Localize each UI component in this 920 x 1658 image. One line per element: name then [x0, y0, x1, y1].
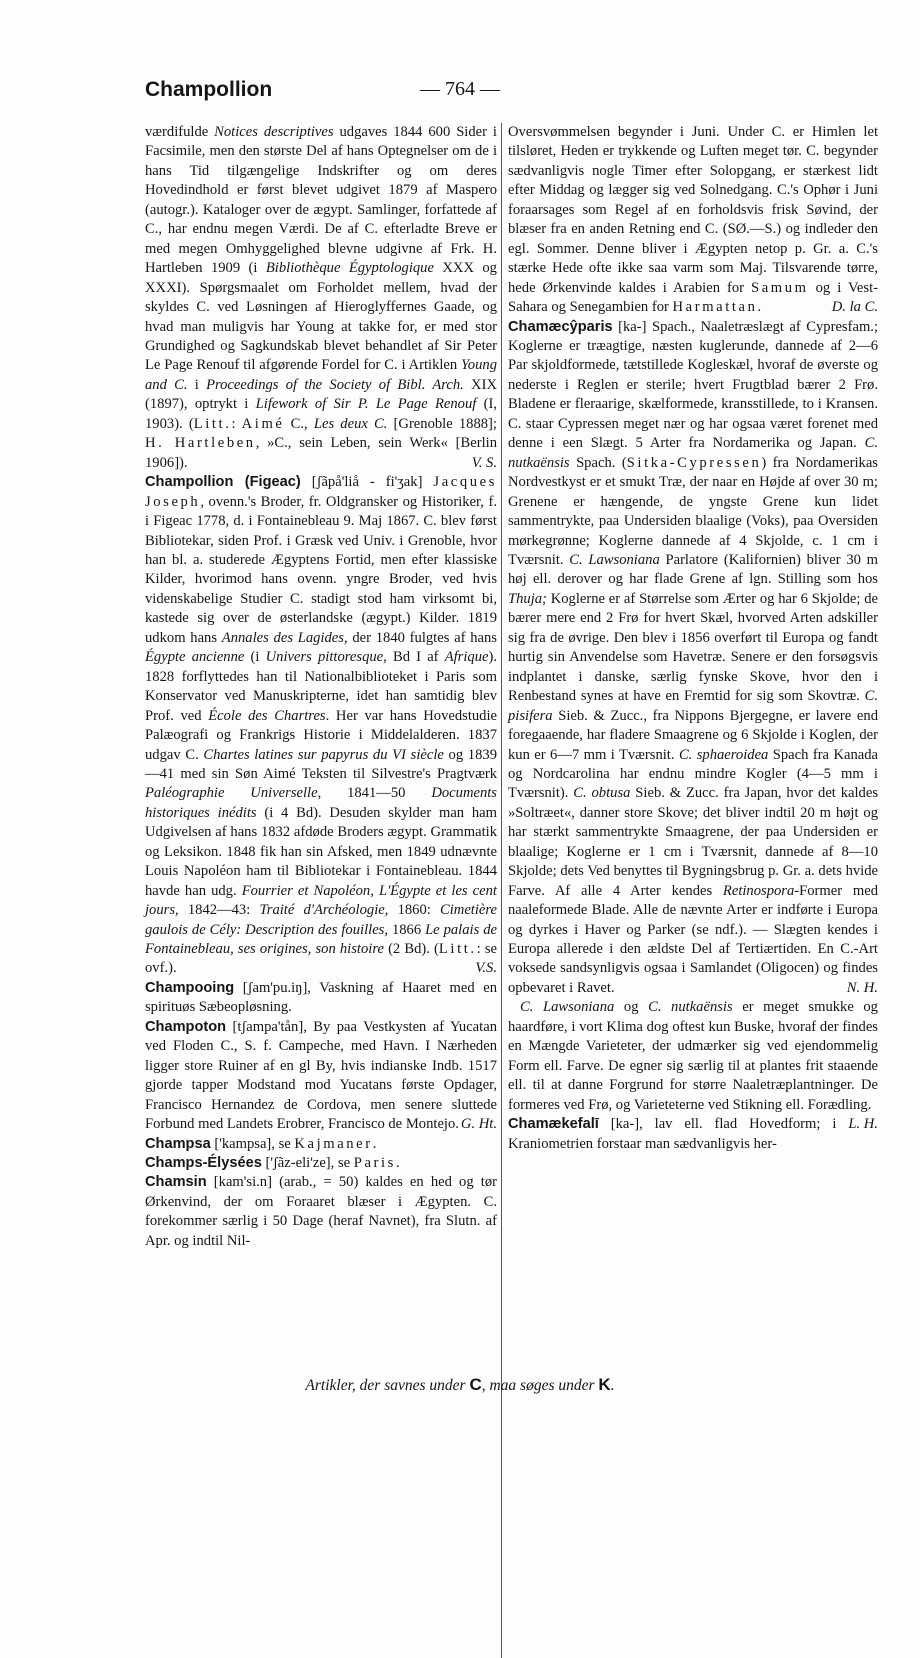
cross-reference: Paris	[353, 1155, 396, 1172]
entry-chamsin-continued: Oversvømmelsen begynder i Juni. Under C. er Himlen let tilsløret, Heden er trykkende og Luften meget tør. C. begynder sædvanligvis nogle Timer efter Solopgang, er stærkest lidt efter Middag og lægger sig ved Solnedgang. C.'s Ophør i Juni foraarsages som Regel af en forholdsvis frisk Søvind, der blæser fra en anden Retning end C. (SØ.—S.) og indleder den egl. Sommer. Denne bliver i Ægypten netop p. Gr. a. C.'s stærke Hede ofte ikke saa varm som Maj. Tilsvarende tørre, hede Ørkenvinde kaldes i Arabien for Samum og i Vest-Sahara og Senegambien for Harmattan. D. la C.	[508, 123, 878, 318]
author-signature: V.S.	[475, 960, 497, 977]
entry-champoton: Champoton [tʃampa'tån], By paa Vestkysten af Yucatan ved Floden C., S. f. Campeche, med Havn. I Nærheden ligger store Ruiner af en gl By, hvis indianske Indb. 1517 gjorde tapper Modstand mod Yucatans første Opdager, Francisco Hernandez de Cordova, men senere sluttede Forbund med Landets Erobrer, Francisco de Montejo. G. Ht.	[145, 1018, 497, 1135]
entry-chamaecyparis-cultivation: C. Lawsoniana og C. nutkaënsis er meget smukke og haardføre, i vort Klima dog oftest kun Buske, hvoraf der findes en Mængde Varieteter, der udmærker sig ved ejendommelig Form ell. Farve. De egner sig særlig til at plantes frit staaende ell. til at danne Forgrund for større Naaletræplantninger. De formeres ved Frø, og Varieteterne ved Stikning ell. Forædling. L. H.	[508, 998, 878, 1115]
author-signature: D. la C.	[831, 299, 878, 316]
author-signature: V. S.	[471, 454, 497, 471]
entry-champooing: Champooing [ʃam'pu.iŋ], Vaskning af Haaret med en spirituøs Sæbeopløsning.	[145, 979, 497, 1016]
cross-reference: Kajmaner	[294, 1135, 373, 1152]
left-column	[145, 123, 497, 1251]
entry-headword: Chamækefalī	[508, 1116, 599, 1133]
author-signature: L. H.	[848, 1116, 878, 1133]
page-footer-note: Artikler, der savnes under C, maa søges under K.	[305, 1375, 615, 1394]
column-divider	[501, 123, 502, 1658]
entry-chamaekefali: Chamækefalī [ka-], lav ell. flad Hovedform; i Kraniometrien forstaar man sædvanligvis her-	[508, 1116, 837, 1152]
right-column	[508, 123, 878, 1154]
entry-champs-elysees: Champs-Élysées ['ʃãz-eli'ze], se Paris.	[145, 1155, 400, 1172]
entry-headword: Champooing	[145, 979, 235, 996]
entry-champsa: Champsa ['kampsa], se Kajmaner.	[145, 1135, 377, 1152]
entry-champollion-figeac: Champollion (Figeac) [ʃãpå'liå - fi'ʒak] Jacques Joseph, ovenn.'s Broder, fr. Oldgransker og Historiker, f. i Figeac 1778, d. i Fontainebleau 9. Maj 1867. C. blev først Bibliotekar, siden Prof. i Græsk ved Univ. i Grenoble, hvor han bl. a. studerede Ægyptens Fortid, men efter klassiske Kilder, hvorimod hans ovenn. yngre Broder, ved hvis videnskabelige Studier C. stadigt stod ham virksomt bi, kastede sig over de østerlandske (ægypt.) Kilder. 1819 udkom hans Annales des Lagides, der 1840 fulgtes af hans Égypte ancienne (i Univers pittoresque, Bd I af Afrique). 1828 forflyttedes han til Nationalbiblioteket i Paris som Konservator ved Manuskripterne, idet han samtidig blev Prof. ved École des Chartres. Her var hans Hovedstudie Palæografi og Frankrigs Historie i Middelalderen. 1837 udgav C. Chartes latines sur papyrus du VI siècle og 1839—41 med sin Søn Aimé Teksten til Silvestre's Pragtværk Paléographie Universelle, 1841—50 Documents historiques inédits (i 4 Bd). Desuden skylder man ham Udgivelsen af hans 1832 afdøde Broders ægypt. Grammatik og Leksikon. 1848 fik han sin Afsked, men 1849 udnævnte Louis Napoléon ham til Bibliotekar i Fontainebleau. 1844 havde han udg. Fourrier et Napoléon, L'Égypte et les cent jours, 1842—43: Traité d'Archéologie, 1860: Cimetière gaulois de Cély: Description des fouilles, 1866 Le palais de Fontainebleau, ses origines, son histoire (2 Bd). (Litt.: se ovf.). V.S.	[145, 473, 497, 979]
entry-chamsin: Chamsin [kam'si.n] (arab., = 50) kaldes en hed og tør Ørkenvind, der om Foraaret blæser i Ægypten. C. forekommer særlig i 50 Dage (heraf Navnet), fra Slutn. af Apr. og indtil Nil-	[145, 1174, 497, 1249]
author-signature: N. H.	[846, 979, 878, 996]
entry-headword: Chamæcŷparis	[508, 318, 613, 335]
entry-chamaecyparis: Chamæcŷparis [ka-] Spach., Naaletræslægt af Cypresfam.; Koglerne er træagtige, næsten kuglerunde, dannede af 2—6 Par skjoldformede, tætstillede Kogleskæl, hvoraf de øverste og nederste i Reglen er sterile; hvert Frugtblad bærer 2 Frø. Bladene er fleraarige, skælformede, kransstillede, to i Kransen. C. staar Cypressen meget nær og har ogsaa været forenet med denne i een Slægt. 5 Arter fra Nordamerika og Japan. C. nutkaënsis Spach. (Sitka-Cypressen) fra Nordamerikas Nordvestkyst er et smukt Træ, der naar en Højde af over 30 m; Grenene er hængende, de yngste Grene kun lidet sammentrykte, paa Undersiden blaalige (Voks), paa Oversiden mørkegrønne; Koglerne dannede af 4 Skjolde, c. 1 cm i Tværsnit. C. Lawsoniana Parlatore (Kalifornien) bliver 30 m høj ell. derover og har flade Grene af lgn. Stilling som hos Thuja; Koglerne er af Størrelse som Ærter og har 6 Skjolde; de bærer mere end 2 Frø for hvert Skæl, hvorved Arten adskiller sig fra de øvrige. Den blev i 1856 overført til Europa og fandt hurtig sin Anvendelse som Havetræ. Senere er den forsøgsvis indplantet i danske, særlig fynske Skove, hvor den i Renbestand synes at have en Fremtid for sig som Skovtræ. C. pisifera Sieb. & Zucc., fra Nippons Bjergegne, er lavere end foregaaende, har fladere Smaagrene og 6 Skjolde i Koglen, der kun er 6—7 mm i Tværsnit. C. sphaeroidea Spach fra Kanada og Nordcarolina har endnu mindre Kogler (4—5 mm i Tværsnit). C. obtusa Sieb. & Zucc. fra Japan, hvor det kaldes »Soltræet«, danner store Skove; det bliver indtil 20 m højt og har stærkt sammentrykte Smaagrene, der paa Undersiden er blaalige; Koglerne er 1 cm i Tværsnit, dannede af 8—10 Skjolde; dets Ved benyttes til Bygningsbrug p. Gr. a. dets hvide Farve. Af alle 4 Arter kendes Retinospora-Former med naaleformede Blade. Alle de nævnte Arter er indførte i Europa og dyrkes i Haver og Parker (se ndf.). — Slægten kendes i Europa allerede i den ældste Del af Tertiærtiden. En C.-Art voksede sandsynligvis ogsaa i Samlandet (Oligocen) og findes opbevaret i Ravet. N. H.	[508, 318, 878, 999]
entry-headword: Champollion (Figeac)	[145, 474, 301, 491]
entry-headword: Champoton	[145, 1018, 227, 1035]
entry-champollion-continued: værdifulde Notices descriptives udgaves 1844 600 Sider i Facsimile, men den største Del af hans Optegnelser om de i hans Tid tilgængelige Indskrifter og om deres Hovedindhold er først blevet udgivet 1879 af Maspero (autogr.). Kataloger over de ægypt. Samlinger, forfattede af C., har endnu megen Værdi. De af C. efterladte Breve er med megen Omhyggelighed blevne udgivne af Frk. H. Hartleben 1909 (i Bibliothèque Égyptologique XXX og XXXI). Spørgsmaalet om Forholdet mellem, hvad der skyldes C. ved Løsningen af Hieroglyffernes Gaade, og hvad man muligvis har Young at takke for, er med stor Grundighed og Sagkundskab blevet behandlet af Sir Peter Le Page Renouf til afgørende Fordel for C. i Artiklen Young and C. i Proceedings of the Society of Bibl. Arch. XIX (1897), optrykt i Lifework of Sir P. Le Page Renouf (I, 1903). (Litt.: Aimé C., Les deux C. [Grenoble 1888]; H. Hartleben, »C., sein Leben, sein Werk« [Berlin 1906]). V. S.	[145, 123, 497, 473]
entry-headword: Chamsin	[145, 1174, 207, 1191]
running-headword: Champollion	[145, 78, 273, 101]
page-number: — 764 —	[420, 78, 500, 100]
author-signature: G. Ht.	[460, 1116, 497, 1133]
entry-headword: Champs-Élysées	[145, 1155, 262, 1172]
page-header	[0, 70, 920, 110]
entry-headword: Champsa	[145, 1135, 211, 1152]
